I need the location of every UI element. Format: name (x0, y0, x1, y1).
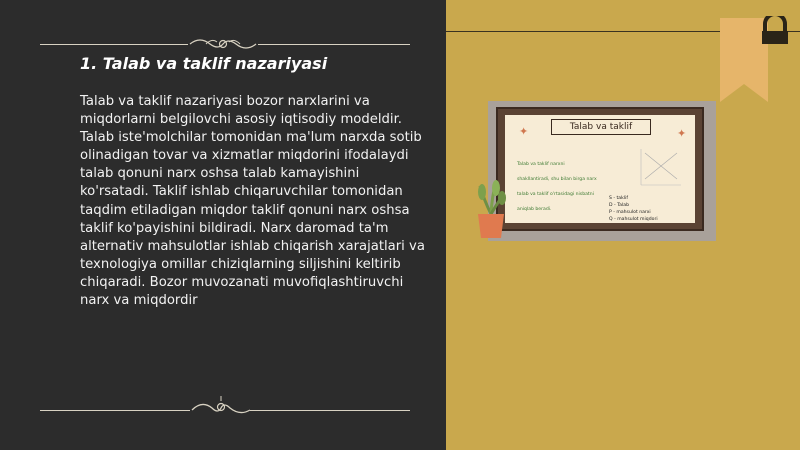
top-rule-left (40, 44, 188, 45)
bookmark-ribbon-icon (720, 18, 768, 102)
board-title: Talab va taklif (551, 119, 651, 135)
bottom-rule-left (40, 410, 190, 411)
sparkle-star-icon: ✦ (519, 125, 529, 138)
ornament-flourish-icon (188, 34, 258, 54)
legend-item: Q - mahsulot miqdori (609, 217, 658, 222)
board-legend (609, 195, 658, 223)
bottom-rule-right (250, 410, 410, 411)
chalkboard-illustration (488, 101, 716, 241)
legend-item: P - mahsulot narxi (609, 210, 651, 215)
legend-item: D - Talab (609, 203, 629, 208)
ornament-flourish-icon (190, 394, 252, 418)
slide-body-text: Talab va taklif nazariyasi bozor narxlarini va miqdorlarni belgilovchi asosiy iqtisodiy modeldir. Talab iste'molchilar tomonidan ma'lum narxda sotib olinadigan tovar va xizmatlar miqdorini ifodalaydi talab qonuni narx oshsa talab kamayishini ko'rsatadi. Taklif ishlab chiqaruvchilar tomonidan taqdim etiladigan miqdor taklif qonuni narx oshsa taklif ko'payishini bildiradi. Narx daromad ta'm alternativ mahsulotlar ishlab chiqarish xarajatlari va texnologiya omillar chiziqlarning siljishini keltirib chiqaradi. Bozor muvozanati muvofiqlashtiruvchi narx va miqdordir (80, 94, 425, 309)
board-paper (505, 115, 695, 223)
legend-item: S - taklif (609, 196, 628, 201)
supply-demand-sketch (635, 145, 685, 189)
sparkle-star-icon: ✦ (677, 127, 687, 140)
paper-clip-icon (762, 16, 788, 44)
top-rule-right (258, 44, 410, 45)
slide-title: 1. Talab va taklif nazariyasi (80, 54, 328, 73)
potted-plant-icon (474, 180, 508, 240)
board-note: Talab va taklif narxni shakllantiradi, shu bilan birga narx talab va taklif o'rtasidagi nisbatni aniqlab beradi. (517, 162, 597, 212)
board-frame (496, 107, 704, 231)
